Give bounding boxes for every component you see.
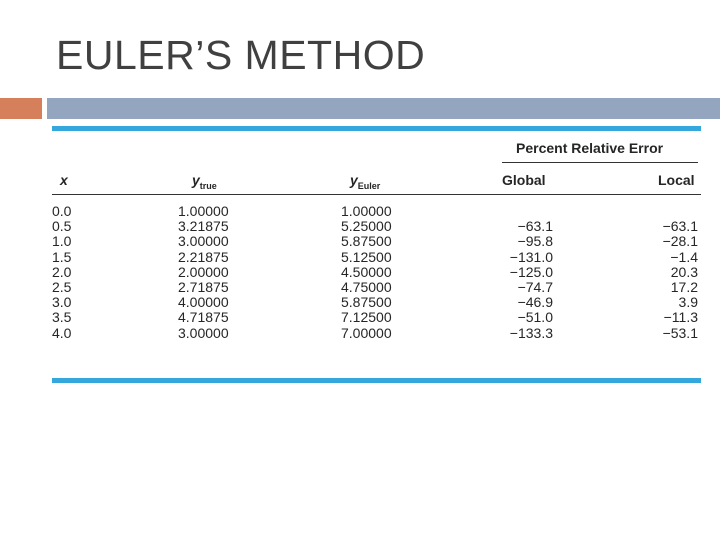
cell-y-true: 4.71875 — [178, 309, 229, 326]
y-true-sub: true — [199, 180, 217, 191]
cell-local-error: 20.3 — [670, 263, 698, 280]
accent-bar — [47, 98, 720, 119]
cell-global-error: −63.1 — [517, 218, 553, 235]
table-body — [52, 204, 701, 341]
cell-global-error: −131.0 — [509, 248, 553, 265]
cell-y-true: 2.21875 — [178, 248, 229, 265]
cell-global-error: −133.3 — [509, 324, 553, 341]
table-row — [52, 280, 701, 295]
cell-x: 2.0 — [52, 263, 72, 280]
table-top-rule — [52, 126, 701, 131]
cell-x: 3.5 — [52, 309, 72, 326]
table-bottom-rule — [52, 378, 701, 383]
slide-title: EULER’S METHOD — [56, 32, 426, 78]
column-header-global: Global — [502, 172, 546, 188]
cell-y-true: 2.71875 — [178, 278, 229, 295]
euler-results-table — [52, 126, 701, 386]
cell-local-error: −11.3 — [663, 309, 698, 326]
cell-local-error: 17.2 — [670, 278, 698, 295]
column-header-y-true — [192, 172, 217, 191]
cell-x: 1.5 — [52, 248, 72, 265]
cell-x: 3.0 — [52, 294, 72, 311]
cell-y-true: 3.00000 — [178, 324, 229, 341]
table-row — [52, 265, 701, 280]
y-euler-main: y — [350, 172, 358, 188]
cell-global-error: −95.8 — [517, 233, 553, 250]
column-header-local: Local — [658, 172, 695, 188]
cell-local-error: 3.9 — [678, 294, 698, 311]
cell-global-error: −74.7 — [517, 278, 553, 295]
cell-y-euler: 5.87500 — [341, 294, 392, 311]
table-row — [52, 250, 701, 265]
cell-local-error: −1.4 — [670, 248, 698, 265]
cell-y-true: 3.00000 — [178, 233, 229, 250]
group-header-rule — [502, 162, 698, 163]
cell-global-error: −51.0 — [517, 309, 553, 326]
table-row — [52, 204, 701, 219]
y-true-main: y — [192, 172, 200, 188]
column-header-x: x — [60, 172, 68, 188]
cell-y-euler: 7.12500 — [341, 309, 392, 326]
cell-x: 1.0 — [52, 233, 72, 250]
cell-x: 0.5 — [52, 218, 72, 235]
column-header-y-euler — [350, 172, 380, 191]
cell-local-error: −28.1 — [662, 233, 698, 250]
table-row — [52, 310, 701, 325]
cell-x: 0.0 — [52, 203, 72, 219]
cell-y-euler: 7.00000 — [341, 324, 392, 341]
cell-y-euler: 5.87500 — [341, 233, 392, 250]
cell-y-euler: 1.00000 — [341, 203, 392, 219]
cell-y-euler: 4.75000 — [341, 278, 392, 295]
table-row — [52, 326, 701, 341]
y-euler-sub: Euler — [357, 180, 381, 191]
cell-y-euler: 4.50000 — [341, 263, 392, 280]
cell-global-error: −46.9 — [517, 294, 553, 311]
table-row — [52, 295, 701, 310]
table-row — [52, 219, 701, 234]
cell-x: 4.0 — [52, 324, 72, 341]
cell-y-true: 3.21875 — [178, 218, 229, 235]
percent-relative-error-header: Percent Relative Error — [516, 140, 664, 156]
cell-local-error: −53.1 — [662, 324, 698, 341]
cell-y-true: 4.00000 — [178, 294, 229, 311]
header-bottom-rule — [52, 194, 701, 195]
cell-y-euler: 5.25000 — [341, 218, 392, 235]
cell-y-true: 2.00000 — [178, 263, 229, 280]
cell-y-true: 1.00000 — [178, 203, 229, 219]
cell-local-error: −63.1 — [662, 218, 698, 235]
table-row — [52, 234, 701, 249]
cell-x: 2.5 — [52, 278, 72, 295]
cell-global-error: −125.0 — [509, 263, 553, 280]
cell-y-euler: 5.12500 — [341, 248, 392, 265]
accent-square — [0, 98, 42, 119]
